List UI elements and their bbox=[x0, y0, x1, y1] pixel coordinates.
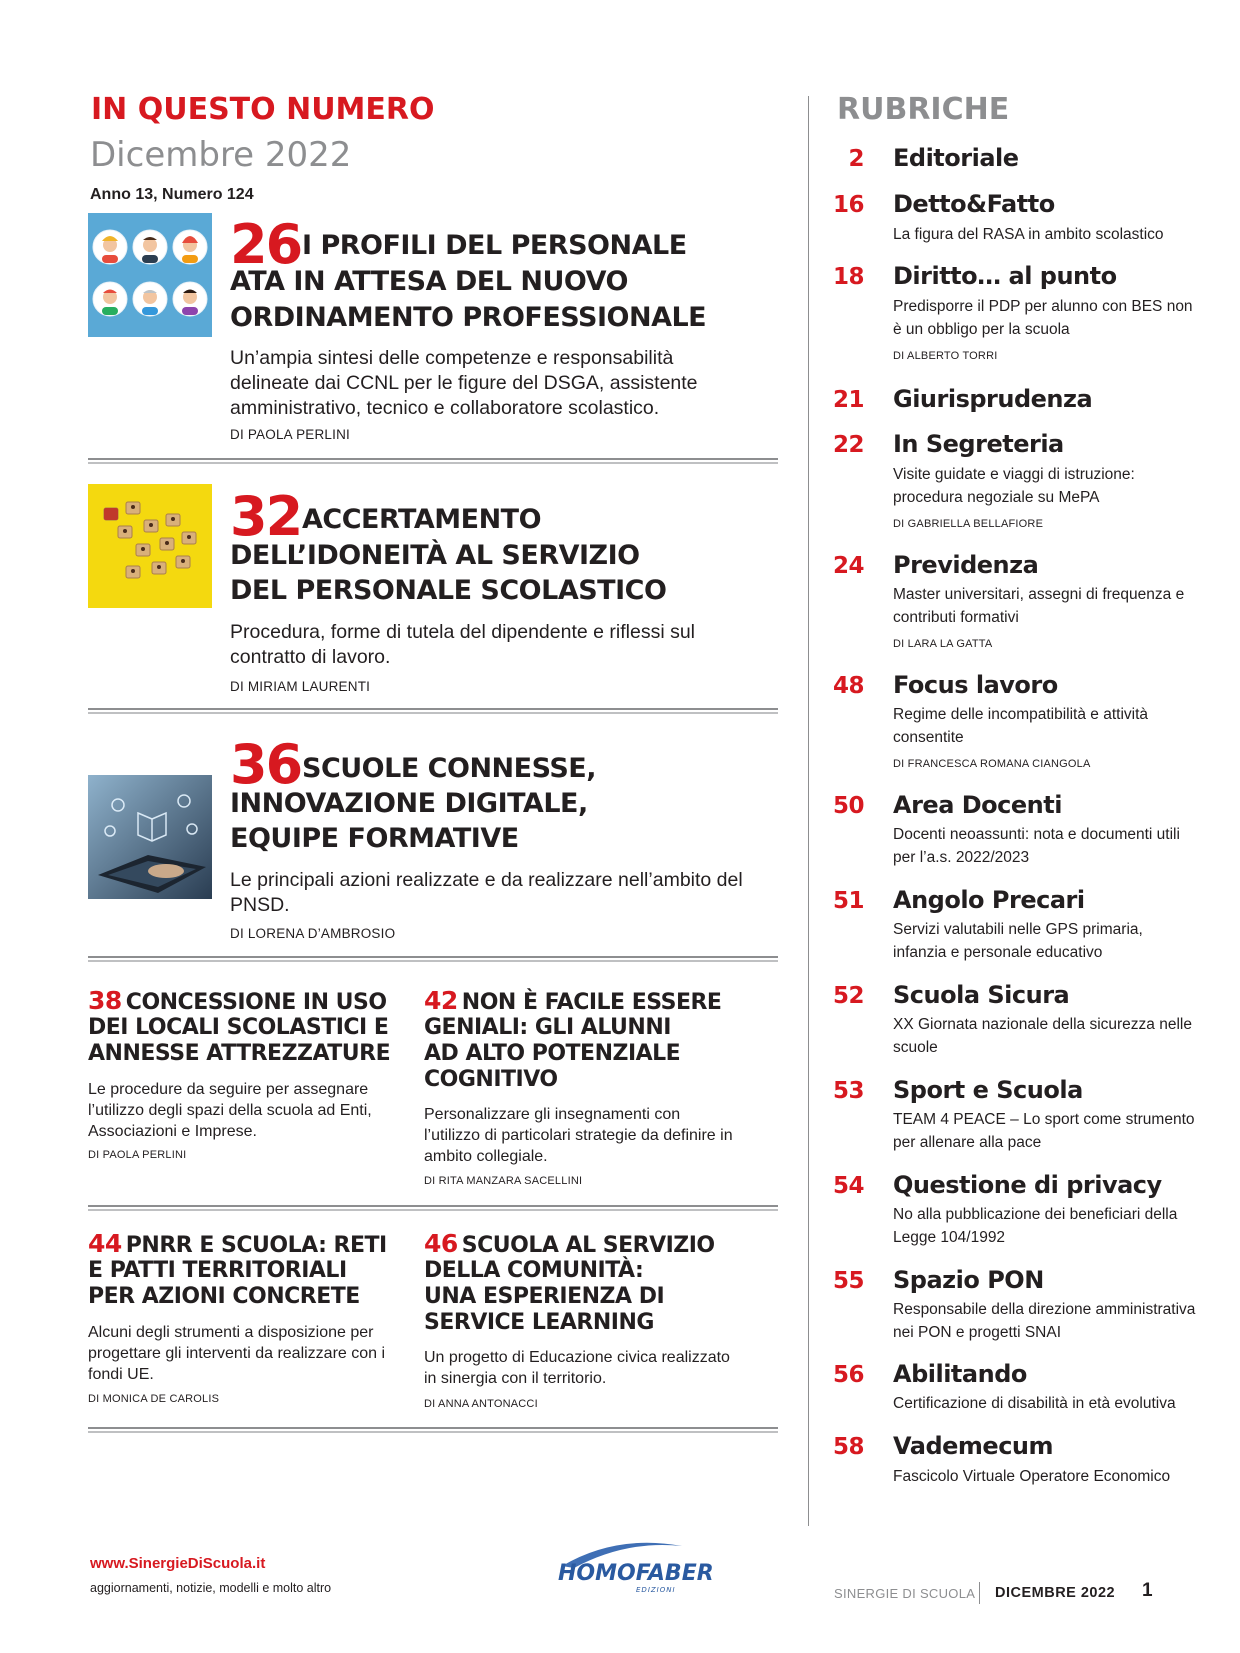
feature-title-line: DEL PERSONALE SCOLASTICO bbox=[230, 575, 667, 606]
rubrica-author: DI LARA LA GATTA bbox=[893, 638, 993, 650]
website-tagline: aggiornamenti, notizie, modelli e molto altro bbox=[90, 1581, 332, 1595]
rubrica-subtitle: No alla pubblicazione dei beneficiari della Legge 104/1992 bbox=[893, 1206, 1178, 1246]
rubrica-page-number: 55 bbox=[832, 1268, 864, 1294]
rubrica-title: Abilitando bbox=[893, 1360, 1027, 1388]
rubrica-title: Scuola Sicura bbox=[893, 981, 1070, 1009]
rubrica-author: DI ALBERTO TORRI bbox=[893, 350, 998, 362]
rubrica-title: Spazio PON bbox=[893, 1266, 1044, 1294]
rubrica-subtitle: La figura del RASA in ambito scolastico bbox=[893, 226, 1164, 243]
rubrica-page-number: 18 bbox=[832, 264, 864, 290]
rubrica-author: DI FRANCESCA ROMANA CIANGOLA bbox=[893, 758, 1091, 770]
logo-text: HOMOFABER bbox=[558, 1561, 714, 1586]
article-description: Personalizzare gli insegnamenti con l’utilizzo di particolari strategie da definire in ambito collegiale. bbox=[424, 1106, 733, 1165]
rubrica-author: DI GABRIELLA BELLAFIORE bbox=[893, 518, 1044, 530]
rubrica-subtitle: Certificazione di disabilità in età evolutiva bbox=[893, 1395, 1176, 1412]
feature-author: DI LORENA D’AMBROSIO bbox=[230, 926, 396, 941]
rubrica-subtitle: Predisporre il PDP per alunno con BES non è un obbligo per la scuola bbox=[893, 298, 1193, 338]
feature-page-number: 26 bbox=[230, 213, 302, 276]
feature-description: Procedura, forme di tutela del dipendente e riflessi sul contratto di lavoro. bbox=[230, 621, 696, 668]
section-divider bbox=[88, 708, 778, 714]
feature-title-line: EQUIPE FORMATIVE bbox=[230, 823, 519, 854]
section-divider bbox=[88, 956, 778, 962]
rubrica-title: Angolo Precari bbox=[893, 886, 1085, 914]
article-description: Le procedure da seguire per assegnare l’utilizzo degli spazi della scuola ad Enti, Associazioni e Imprese. bbox=[88, 1081, 372, 1140]
rubrica-title: Previdenza bbox=[893, 551, 1039, 579]
rubrica-title: Area Docenti bbox=[893, 791, 1062, 819]
rubrica-subtitle: Fascicolo Virtuale Operatore Economico bbox=[893, 1468, 1171, 1485]
rubrica-page-number: 51 bbox=[832, 888, 864, 914]
article-page-number: 44 bbox=[88, 1229, 122, 1258]
article-title-line: GENIALI: GLI ALUNNI bbox=[424, 1015, 671, 1040]
rubrica-page-number: 24 bbox=[832, 553, 864, 579]
feature-author: DI PAOLA PERLINI bbox=[230, 427, 350, 442]
rubrica-title: Sport e Scuola bbox=[893, 1076, 1083, 1104]
feature-title-line: INNOVAZIONE DIGITALE, bbox=[230, 788, 588, 819]
rubriche-heading: RUBRICHE bbox=[837, 92, 1010, 127]
section-divider bbox=[88, 458, 778, 464]
rubrica-page-number: 21 bbox=[832, 387, 864, 413]
rubrica-page-number: 52 bbox=[832, 983, 864, 1009]
feature-description: Le principali azioni realizzate e da realizzare nell’ambito del PNSD. bbox=[230, 869, 743, 916]
rubrica-title: In Segreteria bbox=[893, 430, 1064, 458]
rubrica-subtitle: Docenti neoassunti: nota e documenti utili per l’a.s. 2022/2023 bbox=[893, 826, 1180, 866]
article-author: DI ANNA ANTONACCI bbox=[424, 1398, 538, 1410]
article-title-line: 46 SCUOLA AL SERVIZIO bbox=[424, 1229, 715, 1258]
article-title-line: E PATTI TERRITORIALI bbox=[88, 1258, 347, 1283]
section-divider bbox=[88, 1205, 778, 1211]
article-title-line: PER AZIONI CONCRETE bbox=[88, 1284, 360, 1309]
feature-page-number: 32 bbox=[230, 485, 302, 548]
rubrica-title: Questione di privacy bbox=[893, 1171, 1162, 1199]
article-author: DI RITA MANZARA SACELLINI bbox=[424, 1175, 583, 1187]
rubrica-subtitle: Visite guidate e viaggi di istruzione: procedura negoziale su MePA bbox=[893, 466, 1135, 506]
rubrica-title: Vademecum bbox=[893, 1432, 1054, 1460]
article-description: Un progetto di Educazione civica realizzato in sinergia con il territorio. bbox=[424, 1349, 730, 1387]
feature-page-number: 36 bbox=[230, 733, 302, 796]
feature-title-line: ORDINAMENTO PROFESSIONALE bbox=[230, 302, 707, 333]
rubrica-subtitle: Master universitari, assegni di frequenza e contributi formativi bbox=[893, 586, 1185, 626]
rubrica-page-number: 16 bbox=[832, 192, 864, 218]
rubrica-page-number: 50 bbox=[832, 793, 864, 819]
feature-image-ata-staff bbox=[88, 213, 212, 337]
rubrica-subtitle: Regime delle incompatibilità e attività consentite bbox=[893, 706, 1149, 746]
issue-date: Dicembre 2022 bbox=[90, 135, 352, 175]
article-title-line: DEI LOCALI SCOLASTICI E bbox=[88, 1015, 389, 1040]
section-divider bbox=[88, 1427, 778, 1433]
rubrica-subtitle: TEAM 4 PEACE – Lo sport come strumento per allenare alla pace bbox=[893, 1111, 1195, 1151]
feature-title-line: DELL’IDONEITÀ AL SERVIZIO bbox=[230, 540, 640, 571]
article-title-line: ANNESSE ATTREZZATURE bbox=[88, 1041, 391, 1066]
rubrica-page-number: 56 bbox=[832, 1362, 864, 1388]
people-avatars-icon bbox=[88, 213, 212, 337]
article-page-number: 46 bbox=[424, 1229, 458, 1258]
feature-title-line: SCUOLE CONNESSE, bbox=[302, 753, 596, 784]
footer-date: DICEMBRE 2022 bbox=[995, 1585, 1116, 1601]
rubrica-title: Giurisprudenza bbox=[893, 385, 1093, 413]
blocks-icon bbox=[88, 484, 212, 608]
rubrica-title: Focus lavoro bbox=[893, 671, 1058, 699]
footer-divider bbox=[979, 1582, 980, 1604]
rubrica-page-number: 22 bbox=[832, 432, 864, 458]
rubrica-page-number: 54 bbox=[832, 1173, 864, 1199]
feature-image-digital-laptop bbox=[88, 775, 212, 899]
logo-subtext: EDIZIONI bbox=[636, 1586, 676, 1594]
rubrica-subtitle: Servizi valutabili nelle GPS primaria, infanzia e personale educativo bbox=[893, 921, 1143, 961]
article-title-line: DELLA COMUNITÀ: bbox=[424, 1258, 644, 1283]
article-description: Alcuni degli strumenti a disposizione per progettare gli interventi da realizzare con i fondi UE. bbox=[88, 1324, 386, 1383]
article-author: DI PAOLA PERLINI bbox=[88, 1149, 187, 1161]
homofaber-swoosh-icon bbox=[556, 1538, 714, 1598]
feature-title-line: ACCERTAMENTO bbox=[302, 504, 542, 535]
article-author: DI MONICA DE CAROLIS bbox=[88, 1393, 220, 1405]
article-title-line: UNA ESPERIENZA DI bbox=[424, 1284, 665, 1309]
issue-number: Anno 13, Numero 124 bbox=[90, 186, 254, 203]
article-title-line: 44 PNRR E SCUOLA: RETI bbox=[88, 1229, 387, 1258]
laptop-book-icon bbox=[88, 775, 212, 899]
rubrica-page-number: 2 bbox=[848, 146, 864, 172]
article-page-number: 42 bbox=[424, 986, 458, 1015]
feature-title-line: ATA IN ATTESA DEL NUOVO bbox=[230, 266, 628, 297]
rubrica-subtitle: Responsabile della direzione amministrativa nei PON e progetti SNAI bbox=[893, 1301, 1196, 1341]
magazine-name: SINERGIE DI SCUOLA bbox=[834, 1586, 976, 1601]
publisher-logo bbox=[556, 1538, 714, 1598]
rubrica-page-number: 53 bbox=[832, 1078, 864, 1104]
rubrica-title: Detto&Fatto bbox=[893, 190, 1055, 218]
feature-author: DI MIRIAM LAURENTI bbox=[230, 679, 371, 694]
feature-image-wooden-blocks bbox=[88, 484, 212, 608]
rubrica-subtitle: XX Giornata nazionale della sicurezza nelle scuole bbox=[893, 1016, 1192, 1056]
article-title-line: COGNITIVO bbox=[424, 1067, 558, 1092]
feature-title-line: I PROFILI DEL PERSONALE bbox=[302, 230, 687, 261]
rubrica-title: Diritto… al punto bbox=[893, 262, 1117, 290]
article-title-line: 38 CONCESSIONE IN USO bbox=[88, 986, 387, 1015]
rubrica-title: Editoriale bbox=[893, 144, 1019, 172]
page-title: IN QUESTO NUMERO bbox=[91, 92, 435, 127]
article-title-line: SERVICE LEARNING bbox=[424, 1310, 654, 1335]
website-link[interactable]: www.SinergieDiScuola.it bbox=[90, 1555, 266, 1572]
page-number: 1 bbox=[1142, 1580, 1153, 1601]
feature-description: Un’ampia sintesi delle competenze e responsabilità delineate dai CCNL per le figure del DSGA, assistente amministrativo, tecnico e collaboratore scolastico. bbox=[230, 347, 698, 419]
rubrica-page-number: 58 bbox=[832, 1434, 864, 1460]
rubrica-page-number: 48 bbox=[832, 673, 864, 699]
article-title-line: 42 NON È FACILE ESSERE bbox=[424, 986, 722, 1015]
article-page-number: 38 bbox=[88, 986, 122, 1015]
article-title-line: AD ALTO POTENZIALE bbox=[424, 1041, 681, 1066]
